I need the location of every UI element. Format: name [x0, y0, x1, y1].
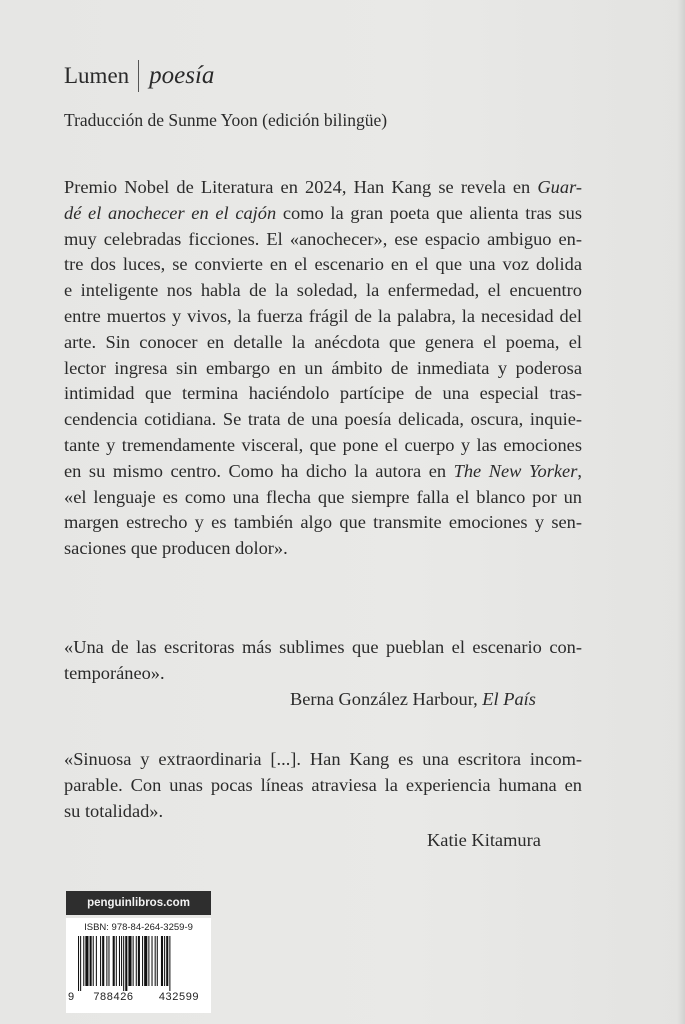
- barcode-bar: [121, 936, 122, 986]
- quote-line: parable. Con unas pocas líneas atraviesa la experiencia humana en: [64, 774, 582, 795]
- barcode-bar: [152, 936, 153, 986]
- synopsis-line: saciones que producen dolor».: [64, 538, 288, 559]
- barcode-bar: [83, 936, 84, 986]
- barcode-bar: [78, 936, 79, 991]
- synopsis-italic: Guar-: [537, 177, 582, 197]
- barcode-bar: [119, 936, 120, 986]
- synopsis-line: «el lenguaje es como una flecha que siempre falla el blanco por un: [64, 486, 582, 507]
- synopsis-line-text: ,: [577, 460, 582, 481]
- barcode-bar: [116, 936, 117, 986]
- brand-divider: [138, 60, 139, 92]
- synopsis-line-text: Premio Nobel de Literatura en 2024, Han Kang se revela en: [64, 177, 538, 197]
- barcode-bar: [125, 936, 127, 991]
- barcode-bar: [148, 936, 149, 986]
- synopsis-line: tante y tremendamente visceral, que pone el cuerpo y las emociones: [64, 434, 582, 455]
- quote-line: su totalidad».: [64, 800, 164, 821]
- quote-author: Katie Kitamura: [427, 830, 541, 850]
- barcode-bar: [169, 936, 170, 991]
- barcode-bar: [102, 936, 104, 986]
- page-edge-shadow: [677, 0, 685, 1024]
- barcode-bar: [96, 936, 97, 986]
- isbn-label: ISBN: 978-84-264-3259-9: [84, 922, 193, 933]
- quote-attribution-1: [290, 689, 536, 710]
- barcode-bar: [157, 936, 158, 986]
- synopsis-line: intimidad que termina haciéndolo partícipe de una especial tras-: [64, 383, 582, 404]
- synopsis-line-text: como la gran poeta que alienta tras sus: [276, 202, 582, 223]
- quote-line: «Sinuosa y extraordinaria [...]. Han Kang es una escritora incom-: [64, 749, 582, 769]
- review-quote-1: [64, 635, 582, 687]
- synopsis-line: entre muertos y vivos, la fuerza frágil de la palabra, la necesidad del: [64, 305, 582, 326]
- barcode-digit-group-2: 432599: [158, 991, 200, 1003]
- barcode-bar: [123, 936, 124, 991]
- barcode-bar: [155, 936, 156, 986]
- synopsis-italic: dé el anochecer en el cajón: [64, 202, 277, 223]
- synopsis-line: lector ingresa sin embargo en un ámbito de inmediata y poderosa: [64, 357, 582, 378]
- synopsis-text: [64, 175, 582, 562]
- quote-line: «Una de las escritoras más sublimes que pueblan el escenario con-: [64, 637, 582, 657]
- barcode-bar: [100, 936, 101, 986]
- quote-line: temporáneo».: [64, 662, 165, 683]
- barcode-bar: [108, 936, 109, 986]
- barcode-bar: [164, 936, 165, 986]
- barcode-bar: [144, 936, 147, 986]
- publisher-brand: [64, 60, 214, 92]
- barcode-bar: [161, 936, 163, 986]
- synopsis-line: e inteligente nos habla de la soledad, la enfermedad, el encuentro: [64, 280, 582, 301]
- synopsis-line: [64, 459, 582, 485]
- website-label: penguinlibros.com: [66, 891, 211, 915]
- barcode-bar: [90, 936, 92, 986]
- synopsis-line: margen estrecho y es también algo que transmite emociones y sen-: [64, 512, 582, 533]
- barcode-digits: [68, 991, 209, 1003]
- barcode-bar: [85, 936, 88, 986]
- review-quote-2: [64, 747, 582, 824]
- synopsis-line: cendencia cotidiana. Se trata de una poesía delicada, oscura, inquie-: [64, 409, 582, 430]
- barcode-bar: [138, 936, 140, 986]
- barcode-bar: [80, 936, 81, 991]
- quote-author: Berna González Harbour,: [290, 689, 483, 709]
- series-name: poesía: [149, 62, 215, 89]
- barcode-digit-group-1: 788426: [93, 991, 134, 1003]
- barcode-bar: [136, 936, 137, 986]
- barcode-bar: [142, 936, 143, 986]
- synopsis-line: [64, 201, 582, 227]
- isbn-barcode: [66, 918, 211, 1013]
- synopsis-italic: The New Yorker: [453, 460, 578, 481]
- barcode-bar: [93, 936, 94, 986]
- imprint-name: Lumen: [64, 63, 130, 88]
- synopsis-line: tre dos luces, se convierte en el escenario en el que una voz dolida: [64, 254, 582, 275]
- synopsis-line-text: en su mismo centro. Como ha dicho la autora en: [64, 460, 454, 481]
- translation-credit: Traducción de Sunme Yoon (edición bilingüe): [64, 110, 388, 130]
- quote-source: El País: [482, 689, 536, 709]
- synopsis-line: muy celebradas ficciones. El «anochecer», ese espacio ambiguo en-: [64, 228, 582, 249]
- barcode-bars: [78, 936, 205, 991]
- barcode-bar: [128, 936, 131, 986]
- barcode-bar: [166, 936, 168, 986]
- barcode-bar: [106, 936, 107, 986]
- quote-attribution-2: [427, 830, 541, 851]
- synopsis-line: [64, 175, 582, 201]
- barcode-bar: [113, 936, 115, 986]
- synopsis-line: arte. Sin conocer en detalle la anécdota que genera el poema, el: [64, 331, 582, 352]
- barcode-digit-first: 9: [68, 991, 75, 1003]
- barcode-bar: [133, 936, 134, 986]
